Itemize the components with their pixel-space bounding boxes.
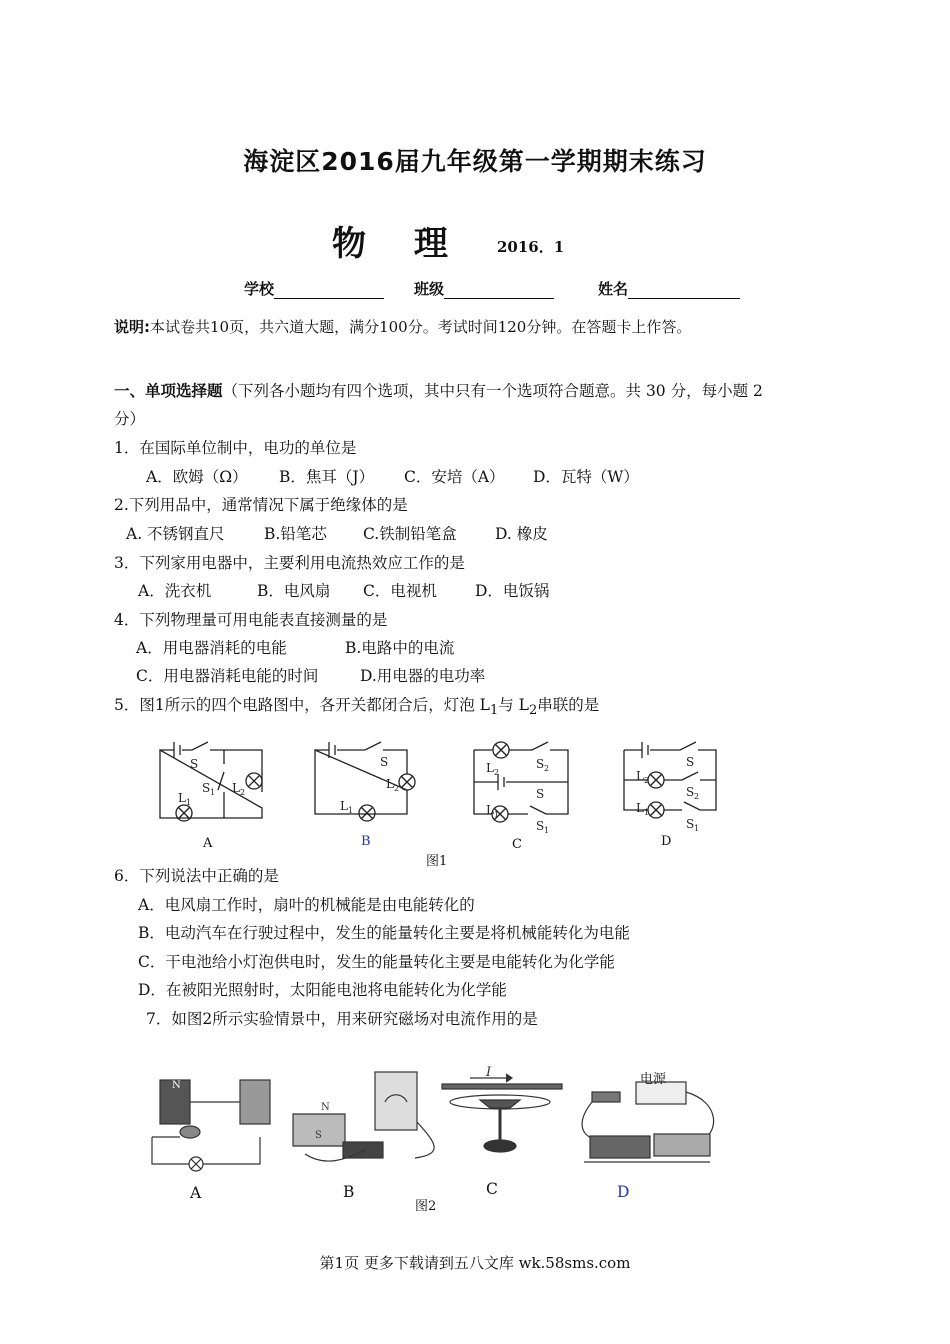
q2-option-c: C.铁制铅笔盒 xyxy=(363,525,457,543)
figure1-label-c: C xyxy=(512,837,522,852)
apparatus-b xyxy=(293,1072,434,1161)
exam-note: 说明:本试卷共10页，共六道大题，满分100分。考试时间120分钟。在答题卡上作答。 xyxy=(114,318,692,336)
class-field: 班级 xyxy=(414,278,554,299)
q3-option-c: C．电视机 xyxy=(363,582,437,600)
svg-text:S: S xyxy=(202,781,211,795)
q3-stem: 3．下列家用电器中，主要利用电流热效应工作的是 xyxy=(114,554,465,572)
svg-text:I: I xyxy=(486,1065,492,1080)
power-supply-label: 电源 xyxy=(640,1072,667,1087)
q4-option-d: D.用电器的电功率 xyxy=(360,667,486,685)
q6-option-b: B．电动汽车在行驶过程中，发生的能量转化主要是将机械能转化为电能 xyxy=(138,924,630,942)
page-footer: 第1页 更多下载请到五八文库 wk.58sms.com xyxy=(319,1254,631,1272)
q6-option-c: C．干电池给小灯泡供电时，发生的能量转化主要是电能转化为化学能 xyxy=(138,953,615,971)
q4-stem: 4．下列物理量可用电能表直接测量的是 xyxy=(114,611,388,629)
svg-text:1: 1 xyxy=(694,824,700,833)
q3-option-d: D．电饭锅 xyxy=(475,582,550,600)
svg-text:1: 1 xyxy=(186,798,192,807)
q4-option-a: A．用电器消耗的电能 xyxy=(136,639,287,657)
svg-text:L: L xyxy=(486,803,494,817)
svg-text:N: N xyxy=(321,1102,330,1113)
name-field: 姓名 xyxy=(598,278,740,299)
q1-stem: 1．在国际单位制中，电功的单位是 xyxy=(114,439,357,457)
svg-text:1: 1 xyxy=(348,806,354,815)
q6-stem: 6．下列说法中正确的是 xyxy=(114,867,279,885)
svg-text:L: L xyxy=(178,791,186,805)
circuit-b xyxy=(315,742,415,821)
svg-text:1: 1 xyxy=(210,788,216,797)
figure2-label-d: D xyxy=(617,1183,630,1201)
q1-option-c: C．安培（A） xyxy=(404,468,505,486)
svg-text:S: S xyxy=(536,757,545,771)
svg-text:2: 2 xyxy=(544,764,550,773)
figure2-caption: 图2 xyxy=(415,1199,437,1214)
figure1-label-a: A xyxy=(203,836,213,851)
svg-text:2: 2 xyxy=(240,788,246,797)
section1-heading: 一、单项选择题（下列各小题均有四个选项，其中只有一个选项符合题意。共 30 分，每小题 2 xyxy=(114,382,763,400)
svg-text:L: L xyxy=(486,761,494,775)
svg-text:L: L xyxy=(636,801,644,815)
svg-text:2: 2 xyxy=(694,792,700,801)
svg-text:L: L xyxy=(636,769,644,783)
q2-option-a: A. 不锈钢直尺 xyxy=(126,525,225,543)
svg-text:L: L xyxy=(386,777,394,791)
figure2-apparatus xyxy=(150,1062,720,1174)
q1-option-a: A．欧姆（Ω） xyxy=(146,468,248,486)
svg-text:1: 1 xyxy=(544,826,550,835)
figure1-circuits xyxy=(140,730,740,858)
page-title: 海淀区2016届九年级第一学期期末练习 xyxy=(243,147,707,176)
q1-option-b: B．焦耳（J） xyxy=(279,468,375,486)
svg-text:1: 1 xyxy=(494,810,500,819)
svg-text:S: S xyxy=(686,817,695,831)
figure1-label-d: D xyxy=(661,834,672,849)
school-field: 学校 xyxy=(244,278,384,299)
apparatus-a xyxy=(152,1080,270,1171)
q2-option-d: D. 橡皮 xyxy=(495,525,548,543)
figure1-caption: 图1 xyxy=(426,854,448,869)
svg-text:N: N xyxy=(172,1080,181,1091)
figure2-label-b: B xyxy=(343,1183,355,1201)
svg-text:S: S xyxy=(190,757,199,771)
apparatus-d xyxy=(582,1082,713,1162)
q3-option-a: A．洗衣机 xyxy=(138,582,212,600)
figure2-label-a: A xyxy=(190,1184,202,1202)
svg-text:S: S xyxy=(686,785,695,799)
svg-text:2: 2 xyxy=(644,776,650,785)
subject-title: 物 理 xyxy=(332,224,466,264)
svg-text:L: L xyxy=(232,781,240,795)
q4-option-c: C．用电器消耗电能的时间 xyxy=(136,667,319,685)
q6-option-d: D．在被阳光照射时，太阳能电池将电能转化为化学能 xyxy=(138,981,507,999)
svg-text:2: 2 xyxy=(394,784,400,793)
section1-desc-cont: 分） xyxy=(114,410,146,428)
circuit-a xyxy=(160,742,262,821)
svg-text:S: S xyxy=(686,755,695,769)
q6-option-a: A．电风扇工作时，扇叶的机械能是由电能转化的 xyxy=(138,896,475,914)
svg-text:S: S xyxy=(380,755,389,769)
q1-option-d: D．瓦特（W） xyxy=(533,468,639,486)
svg-text:S: S xyxy=(315,1130,322,1141)
figure2-label-c: C xyxy=(486,1180,498,1198)
q7-stem: 7．如图2所示实验情景中，用来研究磁场对电流作用的是 xyxy=(146,1010,538,1028)
figure1-label-b: B xyxy=(361,834,371,849)
q3-option-b: B．电风扇 xyxy=(257,582,331,600)
q5-stem: 5．图1所示的四个电路图中，各开关都闭合后，灯泡 $L_1$与 $L_2$串联的是 xyxy=(114,696,600,719)
apparatus-c xyxy=(442,1065,562,1152)
svg-text:S: S xyxy=(536,819,545,833)
svg-text:2: 2 xyxy=(494,768,500,777)
svg-text:S: S xyxy=(536,787,545,801)
q4-option-b: B.电路中的电流 xyxy=(345,639,455,657)
svg-text:1: 1 xyxy=(644,808,650,817)
exam-date: 2016．1 xyxy=(497,238,565,256)
q2-option-b: B.铅笔芯 xyxy=(264,525,327,543)
svg-text:L: L xyxy=(340,799,348,813)
q2-stem: 2.下列用品中，通常情况下属于绝缘体的是 xyxy=(114,496,408,514)
